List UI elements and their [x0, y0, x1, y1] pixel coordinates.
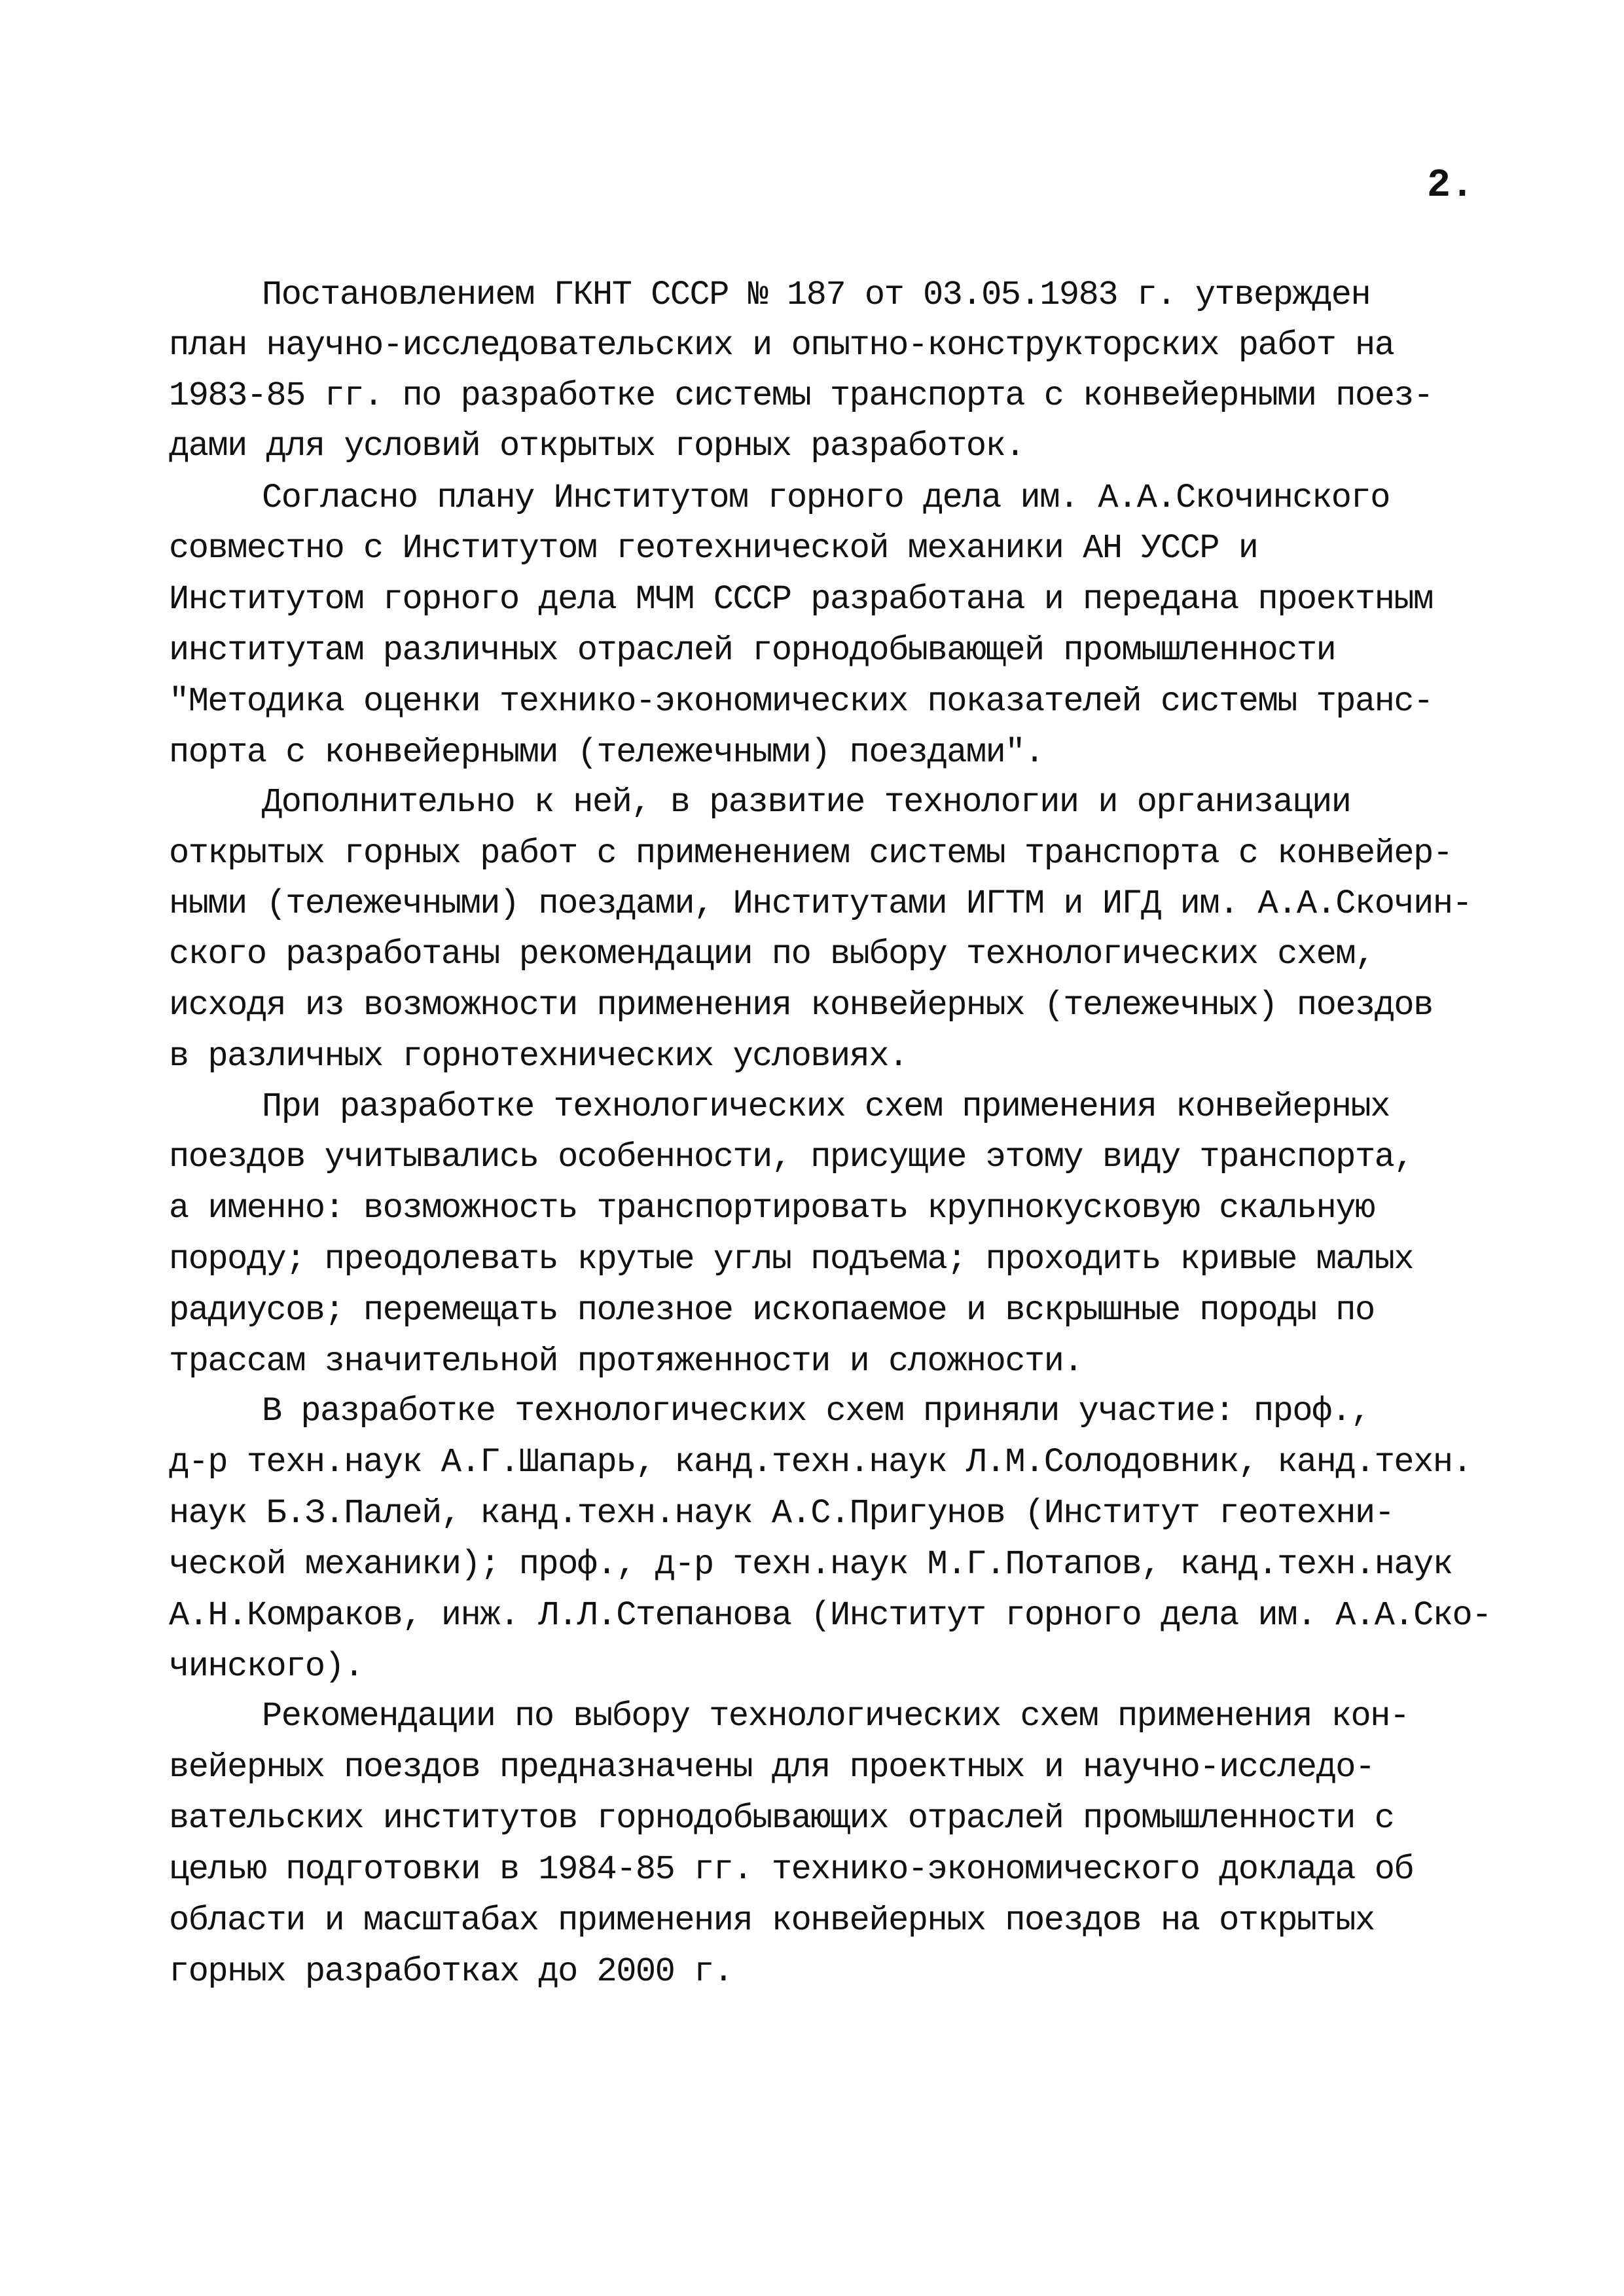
text-line: радиусов; перемещать полезное ископаемое и вскрышные породы по — [169, 1291, 1375, 1330]
text-line: вательских институтов горнодобывающих отраслей промышленности с — [169, 1799, 1394, 1838]
text-line: открытых горных работ с применением системы транспорта с конвейер- — [169, 834, 1453, 873]
text-line: порта с конвейерными (тележечными) поездами". — [169, 733, 1044, 772]
text-line: а именно: возможность транспортировать крупнокусковую скальную — [169, 1189, 1375, 1228]
text-line: "Методика оценки технико-экономических показателей системы транс- — [169, 682, 1433, 721]
text-line: А.Н.Комраков, инж. Л.Л.Степанова (Институт горного дела им. А.А.Ско- — [169, 1596, 1491, 1635]
page-number: 2. — [1427, 164, 1475, 208]
text-line: 1983-85 гг. по разработке системы транспорта с конвейерными поез- — [169, 376, 1433, 415]
text-line: вейерных поездов предназначены для проектных и научно-исследо- — [169, 1748, 1375, 1787]
text-line: совместно с Институтом геотехнической механики АН УССР и — [169, 529, 1258, 568]
text-line: Институтом горного дела МЧМ СССР разработана и передана проектным — [169, 580, 1433, 619]
text-line: дами для условий открытых горных разработок. — [169, 427, 1025, 465]
text-line: д-р техн.наук А.Г.Шапарь, канд.техн.наук Л.М.Солодовник, канд.техн. — [169, 1443, 1472, 1482]
text-line: Рекомендации по выбору технологических схем применения кон- — [262, 1697, 1409, 1736]
text-line: Согласно плану Институтом горного дела им. А.А.Скочинского — [262, 479, 1390, 517]
text-line: Дополнительно к ней, в развитие технологии и организации — [262, 783, 1351, 822]
text-line: ными (тележечными) поездами, Институтами ИГТМ и ИГД им. А.А.Скочин- — [169, 884, 1472, 923]
text-line: В разработке технологических схем приняли участие: проф., — [262, 1392, 1371, 1430]
text-line: ского разработаны рекомендации по выбору технологических схем, — [169, 935, 1375, 974]
text-line: Постановлением ГКНТ СССР № 187 от 03.05.1983 г. утвержден — [262, 276, 1371, 314]
text-line: чинского). — [169, 1647, 364, 1686]
text-line: целью подготовки в 1984-85 гг. технико-экономического доклада об — [169, 1850, 1414, 1889]
text-line: породу; преодолевать крутые углы подъема; проходить кривые малых — [169, 1240, 1414, 1279]
text-line: При разработке технологических схем применения конвейерных — [262, 1087, 1390, 1126]
text-line: трассам значительной протяженности и сложности. — [169, 1342, 1083, 1381]
text-line: ческой механики); проф., д-р техн.наук М.Г.Потапов, канд.техн.наук — [169, 1545, 1453, 1584]
text-line: институтам различных отраслей горнодобывающей промышленности — [169, 631, 1336, 670]
text-line: области и масштабах применения конвейерных поездов на открытых — [169, 1901, 1375, 1940]
text-line: поездов учитывались особенности, присущие этому виду транспорта, — [169, 1138, 1414, 1176]
text-line: план научно-исследовательских и опытно-конструкторских работ на — [169, 326, 1394, 365]
text-line: горных разработках до 2000 г. — [169, 1952, 733, 1991]
text-line: наук Б.З.Палей, канд.техн.наук А.С.Пригунов (Институт геотехни- — [169, 1494, 1394, 1533]
text-line: в различных горнотехнических условиях. — [169, 1037, 908, 1076]
text-line: исходя из возможности применения конвейерных (тележечных) поездов — [169, 986, 1433, 1025]
